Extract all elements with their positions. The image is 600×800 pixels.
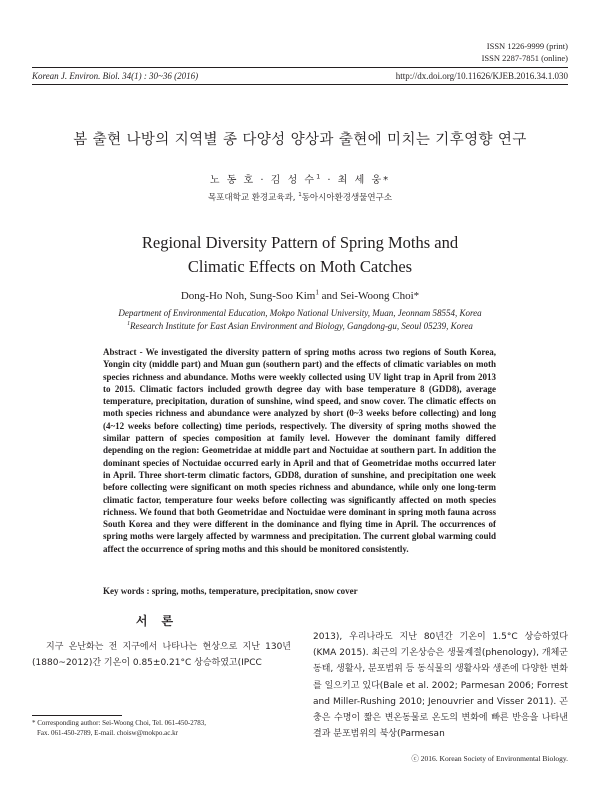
- copyright: ⓒ 2016. Korean Society of Environmental Biology.: [411, 754, 568, 763]
- english-authors-text-2: and Sei-Woong Choi*: [318, 290, 420, 302]
- footnote-line1: * Corresponding author: Sei-Woong Choi, Tel. 061-450-2783,: [32, 719, 206, 727]
- intro-right-text: 2013), 우리나라도 지난 80년간 기온이 1.5°C 상승하였다 (KMA 2015). 최근의 기온상승은 생물계절(phenology), 개체군 동태, 생활사, 분포범위 등 동식물의 생활사와 생존에 다양한 변화를 일으키고 있다(Bale et al. 2002; Parmesan 2006; Forrest and Miller-Rushing 2010; Jenouvrier and Visser 2011). 곤충은 수명이 짧은 변온동물로 온도의 변화에 빠른 반응을 나타낸 결과 분포범위의 북상(Parmesan: [313, 632, 568, 740]
- english-aff-sup: 1: [127, 321, 131, 327]
- korean-aff-text-2: 동아시아환경생물연구소: [301, 193, 393, 203]
- header-top-rule: [32, 67, 568, 68]
- english-title: [0, 231, 600, 279]
- footnote-rule: [32, 715, 122, 716]
- section-heading-intro: 서론: [135, 614, 188, 628]
- english-aff-line2: Research Institute for East Asian Environment and Biology, Gangdong-gu, Seoul 05239, Korea: [130, 321, 473, 331]
- footnote: [32, 718, 292, 738]
- abstract: Abstract - We investigated the diversity pattern of spring moths across two regions of South Korea, Yongin city (middle part) and Muan gun (southern part) and the effects of climatic variables on moth species richness and abundance. Moths were weekly collected using UV light trap in April from 2013 to 2015. Climatic factors included growth degree day with base temperature 8 (GDD8), average temperature, precipitation, duration of sunshine, wind speed, and snow cover. The climatic effects on moth species richness and abundance were analyzed by short (0~3 weeks before collecting) and long (4~12 weeks before collecting) time periods, respectively. The diversity of spring moths showed the similar pattern of species composition at family level. However the dominant family differed depending on the region: Geometridae at middle part and Noctuidae at southern part. In addition the dominant species of Noctuidae occurred early in April and that of Geometridae moths occurred later in April. Three short-term climatic factors, GDD8, duration of sunshine, and precipitation one week before collecting were significant on moth species richness and abundance, while only one long-term climatic factor, temperature four weeks before collecting was significantly affected on moth species richness. We found that both Geometridae and Noctuidae were dominant in spring moth fauna across South Korea and they were different in the dominance and flying time in April. The occurrences of spring moths were largely affected by warmness and precipitation. The current global warming could affect the occurrence of spring moths and this should be monitored consistently.: [103, 347, 496, 554]
- footnote-line2: Fax. 061-450-2789, E-mail. choisw@mokpo.ac.kr: [37, 729, 178, 737]
- english-authors: [0, 290, 600, 302]
- english-title-line1: Regional Diversity Pattern of Spring Moths and: [141, 233, 459, 252]
- korean-title: 봄 출현 나방의 지역별 종 다양성 양상과 출현에 미치는 기후영향 연구: [73, 132, 527, 148]
- korean-authors-text: 노 동 호 · 김 성 수: [209, 175, 317, 186]
- issn-block: [482, 40, 568, 64]
- korean-authors-text-2: · 최 세 웅*: [322, 175, 391, 186]
- keywords: Key words : spring, moths, temperature, precipitation, snow cover: [103, 586, 358, 596]
- intro-left-column: [32, 612, 291, 671]
- english-title-line2: Climatic Effects on Moth Catches: [187, 257, 413, 276]
- intro-right-column: [313, 629, 568, 742]
- journal-line: [32, 70, 568, 82]
- issn-print: ISSN 1226-9999 (print): [486, 41, 568, 51]
- english-authors-sup: 1: [315, 288, 319, 297]
- korean-affiliation: [0, 191, 600, 203]
- issn-online: ISSN 2287-7851 (online): [481, 53, 568, 63]
- korean-authors: [0, 171, 600, 186]
- intro-left-text: 지구 온난화는 전 지구에서 나타나는 현상으로 지난 130년(1880~2012)간 기온이 0.85±0.21°C 상승하였고(IPCC: [32, 642, 291, 669]
- english-authors-text: Dong-Ho Noh, Sung-Soo Kim: [180, 290, 316, 302]
- korean-aff-sup: 1: [298, 192, 302, 199]
- doi-link[interactable]: http://dx.doi.org/10.11626/KJEB.2016.34.1.030: [395, 71, 568, 81]
- english-aff-line2-wrap: [0, 320, 600, 333]
- korean-aff-text: 목포대학교 환경교육과,: [207, 193, 299, 203]
- journal-citation: Korean J. Environ. Biol. 34(1) : 30~36 (2016): [32, 71, 199, 81]
- korean-authors-sup: 1: [316, 172, 323, 181]
- header-bottom-rule: [32, 84, 568, 85]
- english-affiliation: [0, 307, 600, 333]
- english-aff-line1: Department of Environmental Education, Mokpo National University, Muan, Jeonnam 58554, Korea: [118, 308, 482, 318]
